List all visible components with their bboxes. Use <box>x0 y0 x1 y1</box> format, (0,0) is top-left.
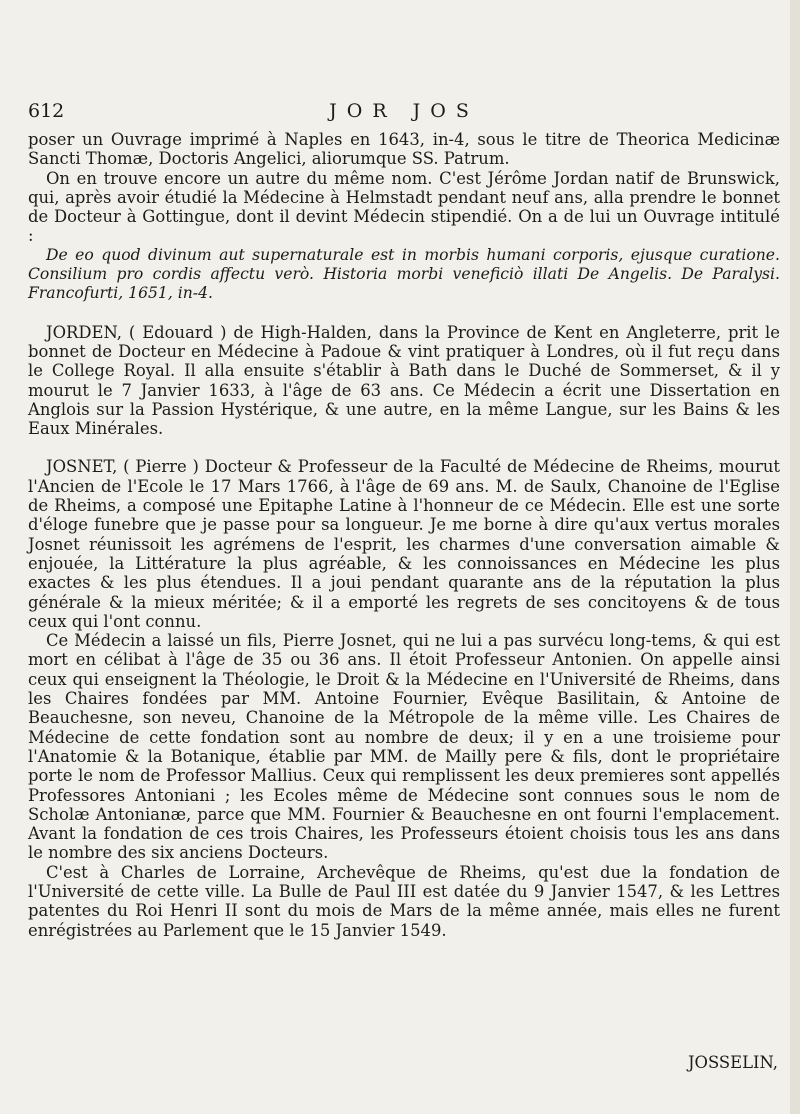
paragraph-continuation: poser un Ouvrage imprimé à Naples en 1643, in-4, sous le titre de Theorica Medicinæ Sancti Thomæ, Doctoris Angelici, aliorumque SS. Patrum. <box>28 130 780 169</box>
paragraph-work-title: De eo quod divinum aut supernaturale est in morbis humani corporis, ejusque curatione. Consilium pro cordis affectu verò. Historia morbi veneficiò illati De Angelis. De Paralysi. Francofurti, 1651, in-4. <box>28 245 780 303</box>
page-edge <box>790 0 800 1114</box>
running-head: JOR JOS <box>329 100 479 122</box>
paragraph-josnet-son: Ce Médecin a laissé un fils, Pierre Josnet, qui ne lui a pas survécu long-tems, & qui est mort en célibat à l'âge de 35 ou 36 ans. Il étoit Professeur Antonien. On appelle ainsi ceux qui enseignent la Théologie, le Droit & la Médecine en l'Université de Rheims, dans les Chaires fondées par MM. Antoine Fournier, Evêque Basilitain, & Antoine de Beauchesne, son neveu, Chanoine de la Métropole de la même ville. Les Chaires de Médecine de cette fondation sont au nombre de deux; il y en a une troisieme pour l'Anatomie & la Botanique, établie par MM. de Mailly pere & fils, dont le propriétaire porte le nom de Professor Mallius. Ceux qui remplissent les deux premieres sont appellés Professores Antoniani ; les Ecoles même de Médecine sont connues sous le nom de Scholæ Antonianæ, parce que MM. Fournier & Beauchesne en ont fourni l'emplacement. Avant la fondation de ces trois Chaires, les Professeurs étoient choisis tous les ans dans le nombre des six anciens Docteurs. <box>28 631 780 863</box>
paragraph-university-foundation: C'est à Charles de Lorraine, Archevêque de Rheims, qu'est due la fondation de l'Université de cette ville. La Bulle de Paul III est datée du 9 Janvier 1547, & les Lettres patentes du Roi Henri II sont du mois de Mars de la même année, mais elles ne furent enrégistrées au Parlement que le 15 Janvier 1549. <box>28 862 780 940</box>
entry-jorden: JORDEN, ( Edouard ) de High-Halden, dans la Province de Kent en Angleterre, prit le bonnet de Docteur en Médecine à Padoue & vint pratiquer à Londres, où il fut reçu dans le College Royal. Il alla ensuite s'établir à Bath dans le Duché de Sommerset, & il y mourut le 7 Janvier 1633, à l'âge de 63 ans. Ce Médecin a écrit une Dissertation en Anglois sur la Passion Hystérique, & une autre, en la même Langue, sur les Bains & les Eaux Minérales. <box>28 322 780 439</box>
page-number: 612 <box>28 100 65 122</box>
body-text <box>28 130 780 940</box>
catchword: JOSSELIN, <box>687 1053 778 1072</box>
paragraph-jordan-jerome: On en trouve encore un autre du même nom. C'est Jérôme Jordan natif de Brunswick, qui, après avoir étudié la Médecine à Helmstadt pendant neuf ans, alla prendre le bonnet de Docteur à Gottingue, dont il devint Médecin stipendié. On a de lui un Ouvrage intitulé : <box>28 168 780 246</box>
book-page <box>28 100 780 940</box>
entry-josnet: JOSNET, ( Pierre ) Docteur & Professeur de la Faculté de Médecine de Rheims, mourut l'Ancien de l'Ecole le 17 Mars 1766, à l'âge de 69 ans. M. de Saulx, Chanoine de l'Eglise de Rheims, a composé une Epitaphe Latine à l'honneur de ce Médecin. Elle est une sorte d'éloge funebre que je passe pour sa longueur. Je me borne à dire qu'aux vertus morales Josnet réunissoit les agrémens de l'esprit, les charmes d'une conversation aimable & enjouée, la Littérature la plus agréable, & les connoissances en Médecine les plus exactes & les plus étendues. Il a joui pendant quarante ans de la réputation la plus générale & la mieux méritée; & il a emporté les regrets de ses concitoyens & de tous ceux qui l'ont connu. <box>28 457 780 631</box>
page-header <box>28 100 780 130</box>
